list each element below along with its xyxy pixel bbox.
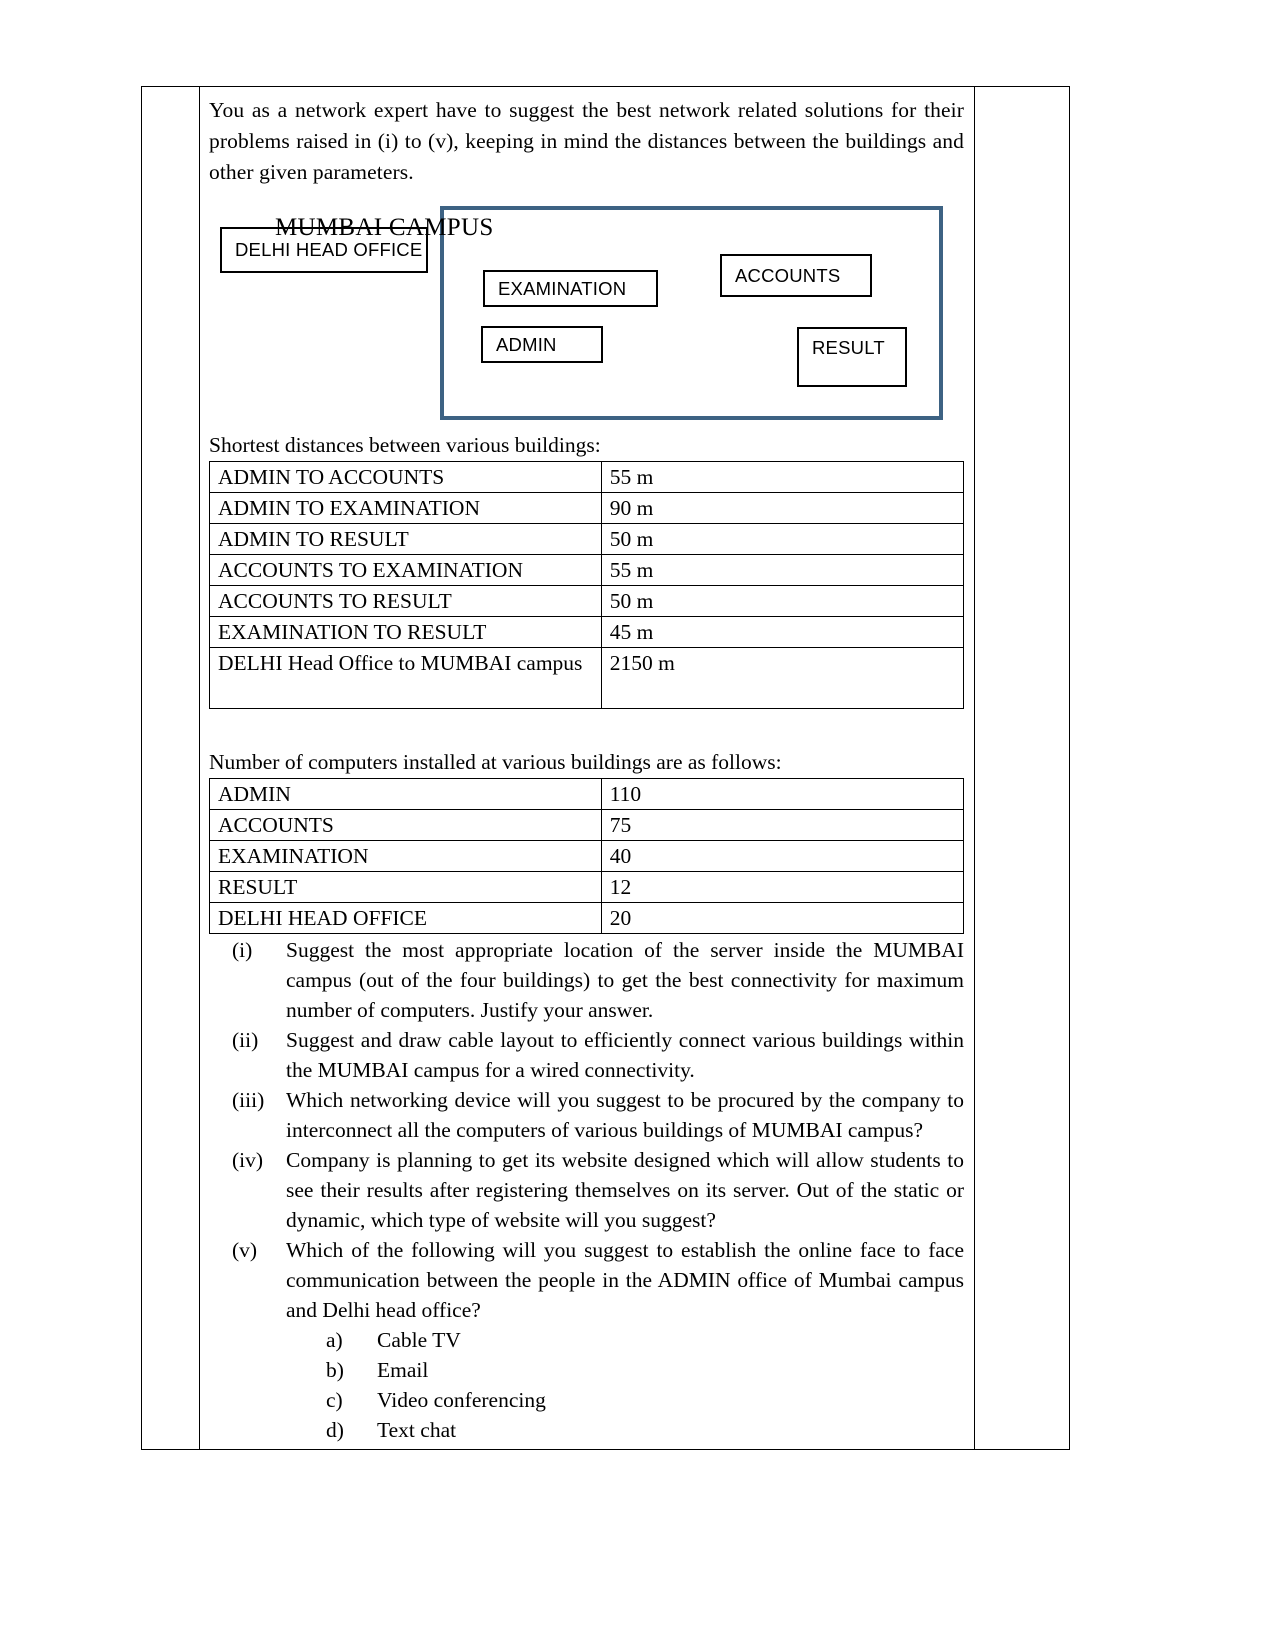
table-cell-label: ACCOUNTS bbox=[210, 810, 602, 841]
diagram-box-examination-label: EXAMINATION bbox=[498, 277, 627, 299]
question-text: Which of the following will you suggest to establish the online face to face communication between the people in the ADMIN office of Mumbai campus and Delhi head office? bbox=[286, 1238, 964, 1322]
question-item bbox=[209, 935, 964, 1025]
question-text: Which networking device will you suggest to be procured by the company to interconnect all the computers of various buildings of MUMBAI campus? bbox=[286, 1088, 964, 1142]
option-label: Video conferencing bbox=[377, 1388, 546, 1412]
diagram-box-accounts-label: ACCOUNTS bbox=[735, 264, 841, 286]
distances-table-caption: Shortest distances between various buildings: bbox=[209, 433, 601, 457]
diagram-box-result bbox=[797, 327, 907, 387]
distances-table-body bbox=[210, 462, 964, 709]
table-cell-value: 90 m bbox=[601, 493, 963, 524]
main-content-column bbox=[200, 87, 974, 1449]
table-cell-value: 55 m bbox=[601, 555, 963, 586]
diagram-box-examination bbox=[483, 270, 658, 307]
diagram-box-result-label: RESULT bbox=[812, 337, 885, 358]
table-cell-value: 75 bbox=[601, 810, 963, 841]
table-cell-label: DELHI Head Office to MUMBAI campus bbox=[210, 648, 602, 709]
table-cell-label: ACCOUNTS TO EXAMINATION bbox=[210, 555, 602, 586]
computers-table-body bbox=[210, 779, 964, 934]
option-label: Cable TV bbox=[377, 1328, 461, 1352]
table-cell-label: ACCOUNTS TO RESULT bbox=[210, 586, 602, 617]
table-row bbox=[210, 493, 964, 524]
table-cell-label: EXAMINATION bbox=[210, 841, 602, 872]
question-item bbox=[209, 1145, 964, 1235]
question-number: (ii) bbox=[232, 1028, 259, 1052]
table-cell-label: ADMIN TO RESULT bbox=[210, 524, 602, 555]
table-cell-label: RESULT bbox=[210, 872, 602, 903]
diagram-mumbai-campus-title: MUMBAI CAMPUS bbox=[275, 214, 494, 241]
diagram-box-admin-label: ADMIN bbox=[496, 333, 557, 355]
table-row bbox=[210, 462, 964, 493]
table-cell-label: EXAMINATION TO RESULT bbox=[210, 617, 602, 648]
option-item bbox=[209, 1325, 964, 1355]
option-item bbox=[209, 1415, 964, 1445]
question-item bbox=[209, 1025, 964, 1085]
table-cell-value: 2150 m bbox=[601, 648, 963, 709]
option-letter: a) bbox=[326, 1328, 343, 1352]
left-margin-column bbox=[142, 87, 200, 1449]
table-row bbox=[210, 872, 964, 903]
table-row bbox=[210, 648, 964, 709]
diagram-box-delhi-head-office-label: DELHI HEAD OFFICE bbox=[235, 239, 423, 260]
option-list bbox=[209, 1325, 964, 1445]
option-label: Email bbox=[377, 1358, 429, 1382]
question-item bbox=[209, 1085, 964, 1145]
table-cell-value: 55 m bbox=[601, 462, 963, 493]
option-item bbox=[209, 1355, 964, 1385]
computers-table bbox=[209, 778, 964, 934]
table-cell-value: 40 bbox=[601, 841, 963, 872]
page-frame bbox=[141, 86, 1070, 1450]
question-number: (v) bbox=[232, 1238, 258, 1262]
campus-network-diagram bbox=[209, 202, 964, 424]
right-margin-column bbox=[974, 87, 1069, 1449]
table-row bbox=[210, 810, 964, 841]
distances-table bbox=[209, 461, 964, 709]
table-row bbox=[210, 779, 964, 810]
diagram-box-accounts bbox=[720, 254, 872, 297]
question-text: Suggest and draw cable layout to efficiently connect various buildings within the MUMBAI campus for a wired connectivity. bbox=[286, 1028, 964, 1082]
option-item bbox=[209, 1385, 964, 1415]
table-cell-value: 45 m bbox=[601, 617, 963, 648]
table-row bbox=[210, 903, 964, 934]
question-number: (i) bbox=[232, 938, 253, 962]
question-text: Company is planning to get its website designed which will allow students to see their results after registering themselves on its server. Out of the static or dynamic, which type of website will you suggest? bbox=[286, 1148, 964, 1232]
table-cell-label: ADMIN TO ACCOUNTS bbox=[210, 462, 602, 493]
option-letter: c) bbox=[326, 1388, 343, 1412]
table-cell-value: 110 bbox=[601, 779, 963, 810]
computers-table-caption: Number of computers installed at various buildings are as follows: bbox=[209, 750, 782, 774]
table-cell-label: DELHI HEAD OFFICE bbox=[210, 903, 602, 934]
option-label: Text chat bbox=[377, 1418, 457, 1442]
option-letter: b) bbox=[326, 1358, 344, 1382]
table-cell-value: 12 bbox=[601, 872, 963, 903]
question-number: (iii) bbox=[232, 1088, 265, 1112]
option-letter: d) bbox=[326, 1418, 344, 1442]
table-spacer bbox=[209, 709, 964, 747]
table-cell-label: ADMIN bbox=[210, 779, 602, 810]
diagram-box-mumbai-campus bbox=[440, 206, 943, 420]
question-text: Suggest the most appropriate location of the server inside the MUMBAI campus (out of the four buildings) to get the best connectivity for maximum number of computers. Justify your answer. bbox=[286, 938, 964, 1022]
table-cell-value: 50 m bbox=[601, 586, 963, 617]
question-list bbox=[209, 935, 964, 1325]
question-item bbox=[209, 1235, 964, 1325]
table-cell-value: 20 bbox=[601, 903, 963, 934]
intro-paragraph: You as a network expert have to suggest the best network related solutions for their problems raised in (i) to (v), keeping in mind the distances between the buildings and other given parameters. bbox=[209, 98, 964, 184]
table-row bbox=[210, 586, 964, 617]
table-cell-value: 50 m bbox=[601, 524, 963, 555]
table-row bbox=[210, 524, 964, 555]
table-row bbox=[210, 555, 964, 586]
question-number: (iv) bbox=[232, 1148, 264, 1172]
table-cell-label: ADMIN TO EXAMINATION bbox=[210, 493, 602, 524]
table-row bbox=[210, 841, 964, 872]
diagram-box-admin bbox=[481, 326, 603, 363]
table-row bbox=[210, 617, 964, 648]
